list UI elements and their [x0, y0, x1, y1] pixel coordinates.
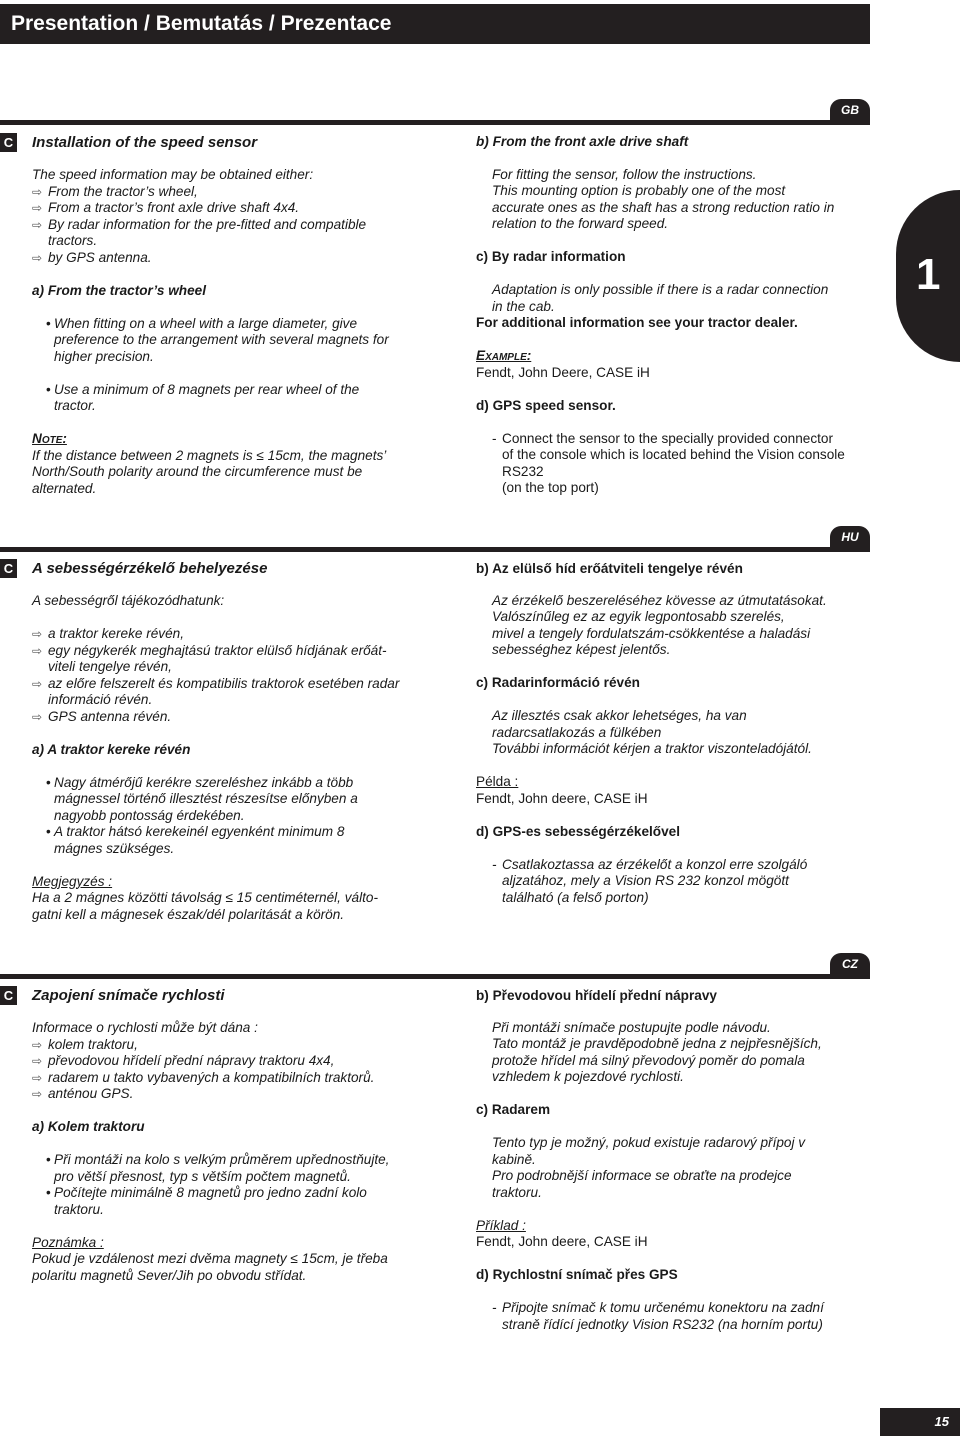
gb-source-item: ⇨ From a tractor’s front axle drive shaft 4x4.: [32, 200, 300, 215]
cz-c-line: Pro podrobnější informace se obraťte na prodejce: [492, 1168, 792, 1183]
hu-d-title: d) GPS-es sebességérzékelővel: [476, 823, 681, 839]
cz-b-title: b) Převodovou hřídelí přední nápravy: [476, 988, 717, 1003]
cz-left-column: [32, 986, 462, 1284]
gb-example-text: Fendt, John Deere, CASE iH: [476, 364, 650, 380]
hu-b-line: mivel a tengely fordulatszám-csökkentése a haladási: [492, 625, 811, 641]
gb-intro: The speed information may be obtained either:: [32, 167, 314, 182]
page-header: [0, 4, 870, 44]
hu-example-text: Fendt, John deere, CASE iH: [476, 790, 648, 806]
gb-d-title: d) GPS speed sensor.: [476, 397, 616, 413]
cz-c-line: traktoru.: [492, 1184, 542, 1200]
gb-d-line: (on the top port): [502, 480, 599, 495]
hu-bullet: • Nagy átmérőjű kerékre szereléshez inkább a több: [46, 774, 354, 790]
gb-b-line: For fitting the sensor, follow the instructions.: [492, 166, 757, 182]
gb-bullet: • When fitting on a wheel with a large diameter, give: [46, 315, 358, 331]
arrow-right-icon: ⇨: [32, 1054, 43, 1068]
hu-bullet: • A traktor hátsó kerekeinél egyenként minimum 8: [46, 824, 345, 839]
cz-example-label: Příklad :: [476, 1217, 526, 1233]
chapter-number: 1: [916, 250, 941, 299]
hu-bullet-line: nagyobb pontosság érdekében.: [54, 807, 245, 823]
chapter-tab: [896, 190, 960, 362]
cz-source-item: ⇨ anténou GPS.: [32, 1086, 134, 1101]
page-title: Presentation / Bemutatás / Prezentace: [11, 12, 392, 35]
page-number-box: [880, 1408, 960, 1436]
section-mark-cz: C: [0, 986, 17, 1005]
gb-c-line: Adaptation is only possible if there is a radar connection: [492, 282, 829, 297]
hu-example-label: Példa :: [476, 774, 519, 789]
cz-note-label: Poznámka :: [32, 1234, 104, 1250]
hu-b-title: b) Az elülső híd erőátviteli tengelye révén: [476, 561, 743, 576]
lang-tab-cz: CZ: [830, 953, 870, 975]
arrow-right-icon: ⇨: [32, 1087, 43, 1101]
arrow-right-icon: ⇨: [32, 676, 43, 691]
hu-note-line: gatni kell a mágnesek észak/dél polaritását a körön.: [32, 906, 345, 922]
gb-source-continued: tractors.: [48, 233, 98, 248]
gb-source-item: ⇨ From the tractor’s wheel,: [32, 183, 198, 199]
gb-title: Installation of the speed sensor: [32, 134, 258, 151]
gb-c-line: in the cab.: [492, 298, 555, 314]
arrow-right-icon: ⇨: [32, 709, 43, 724]
gb-bullet-line: higher precision.: [54, 348, 154, 364]
cz-right-column: [476, 986, 876, 1333]
hu-left-column: [32, 559, 462, 923]
cz-b-line: Tato montáž je pravděpodobně jedna z nejpřesnějších,: [492, 1036, 822, 1051]
section-mark-hu: C: [0, 559, 17, 578]
section-rule-hu: [0, 547, 870, 552]
gb-source-item: ⇨ by GPS antenna.: [32, 249, 152, 265]
hu-d-item: - Csatlakoztassa az érzékelőt a konzol erre szolgáló: [492, 856, 808, 872]
hu-b-line: Az érzékelő beszereléséhez kövesse az útmutatásokat.: [492, 592, 827, 608]
gb-note-line: alternated.: [32, 480, 97, 496]
gb-d-line: RS232: [502, 463, 544, 479]
gb-note-line: If the distance between 2 magnets is ≤ 15cm, the magnets’: [32, 447, 387, 463]
cz-b-line: protože hřídel má silný převodový poměr do pomala: [492, 1052, 805, 1068]
hu-source-item: ⇨ GPS antenna révén.: [32, 708, 172, 724]
gb-example-label: Example:: [476, 348, 532, 363]
section-rule-cz: [0, 974, 870, 979]
cz-note-line: Pokud je vzdálenost mezi dvěma magnety ≤ 15cm, je třeba: [32, 1251, 388, 1266]
cz-c-line: kabině.: [492, 1151, 536, 1167]
gb-bullet-line: preference to the arrangement with several magnets for: [54, 332, 389, 347]
gb-left-column: [32, 133, 452, 497]
gb-bullet-line: tractor.: [54, 398, 96, 413]
lang-tab-gb: GB: [830, 99, 870, 121]
cz-note-line: polaritu magnetů Sever/Jih po obvodu střídat.: [32, 1267, 307, 1283]
cz-c-title: c) Radarem: [476, 1102, 551, 1117]
hu-d-line: aljzatához, mely a Vision RS 232 konzol mögött: [502, 873, 789, 888]
hu-c-line: További információt kérjen a traktor viszonteladójától.: [492, 741, 812, 756]
cz-bullet-line: pro větší přesnost, typ s větším počtem magnetů.: [54, 1168, 351, 1184]
cz-bullet-line: traktoru.: [54, 1201, 104, 1217]
gb-d-line: of the console which is located behind the Vision console: [502, 447, 845, 462]
cz-example-text: Fendt, John deere, CASE iH: [476, 1234, 648, 1249]
hu-b-line: sebességhez képest jelentős.: [492, 642, 671, 657]
section-mark-gb: C: [0, 133, 17, 152]
hu-intro: A sebességről tájékozódhatunk:: [32, 593, 225, 608]
gb-c-title: c) By radar information: [476, 249, 626, 264]
hu-title: A sebességérzékelő behelyezése: [32, 560, 268, 577]
cz-source-item: ⇨ převodovou hřídelí přední nápravy traktoru 4x4,: [32, 1053, 335, 1068]
gb-a-title: a) From the tractor’s wheel: [32, 282, 206, 298]
hu-source-continued: viteli tengelye révén,: [48, 659, 172, 674]
cz-b-line: vzhledem k pojezdové rychlosti.: [492, 1069, 684, 1084]
arrow-right-icon: ⇨: [32, 201, 43, 215]
gb-b-title: b) From the front axle drive shaft: [476, 134, 689, 149]
cz-d-line: straně řídící jednotky Vision RS232 (na horním portu): [502, 1316, 823, 1332]
hu-c-line: Az illesztés csak akkor lehetséges, ha van: [492, 708, 747, 723]
cz-source-item: ⇨ radarem u takto vybavených a kompatibilních traktorů.: [32, 1069, 375, 1085]
gb-bullet: • Use a minimum of 8 magnets per rear wheel of the: [46, 381, 360, 397]
gb-b-line: accurate ones as the shaft has a strong reduction ratio in: [492, 199, 835, 215]
hu-source-item: ⇨ egy négykerék meghajtású traktor elülső hídjának erőát-: [32, 642, 387, 658]
gb-c-bold: For additional information see your tractor dealer.: [476, 315, 798, 330]
gb-d-item: - Connect the sensor to the specially provided connector: [492, 430, 833, 446]
gb-note-line: North/South polarity around the circumference must be: [32, 464, 363, 479]
hu-right-column: [476, 559, 876, 906]
arrow-right-icon: ⇨: [32, 250, 43, 265]
arrow-right-icon: ⇨: [32, 1037, 43, 1052]
section-rule-gb: [0, 120, 870, 125]
hu-c-line: radarcsatlakozás a fülkében: [492, 724, 662, 740]
cz-d-item: - Připojte snímač k tomu určenému konektoru na zadní: [492, 1300, 824, 1315]
gb-right-column: [476, 133, 876, 497]
lang-tab-hu: HU: [830, 526, 870, 548]
hu-bullet-line: mágnessel történő illesztést részesítse előnyben a: [54, 791, 358, 806]
cz-a-title: a) Kolem traktoru: [32, 1119, 145, 1134]
gb-b-line: relation to the forward speed.: [492, 216, 669, 231]
hu-source-item: ⇨ a traktor kereke révén,: [32, 626, 184, 641]
hu-c-title: c) Radarinformáció révén: [476, 675, 640, 690]
hu-source-continued: információ révén.: [48, 692, 153, 707]
cz-c-line: Tento typ je možný, pokud existuje radarový přípoj v: [492, 1135, 806, 1150]
hu-note-line: Ha a 2 mágnes közötti távolság ≤ 15 centiméternél, válto-: [32, 890, 378, 905]
arrow-right-icon: ⇨: [32, 1070, 43, 1085]
cz-bullet: • Počítejte minimálně 8 magnetů pro jedno zadní kolo: [46, 1185, 367, 1200]
gb-note-label: Note:: [32, 431, 67, 446]
gb-source-item: ⇨ By radar information for the pre-fitted and compatible: [32, 216, 367, 232]
hu-b-line: Valószínűleg ez az egyik legpontosabb szerelés,: [492, 609, 785, 624]
hu-source-item: ⇨ az előre felszerelt és kompatibilis traktorok esetében radar: [32, 675, 400, 691]
cz-d-title: d) Rychlostní snímač přes GPS: [476, 1267, 678, 1282]
hu-bullet-line: mágnes szükséges.: [54, 840, 175, 856]
gb-b-line: This mounting option is probably one of the most: [492, 183, 786, 198]
arrow-right-icon: ⇨: [32, 627, 43, 641]
cz-source-item: ⇨ kolem traktoru,: [32, 1036, 138, 1052]
arrow-right-icon: ⇨: [32, 217, 43, 232]
hu-d-line: található (a felső porton): [502, 889, 649, 905]
hu-note-label: Megjegyzés :: [32, 873, 113, 889]
arrow-right-icon: ⇨: [32, 643, 43, 658]
cz-bullet: • Při montáži na kolo s velkým průměrem upřednostňujte,: [46, 1152, 390, 1167]
cz-intro: Informace o rychlosti může být dána :: [32, 1020, 258, 1035]
hu-a-title: a) A traktor kereke révén: [32, 741, 191, 757]
arrow-right-icon: ⇨: [32, 184, 43, 199]
cz-b-line: Při montáži snímače postupujte podle návodu.: [492, 1019, 771, 1035]
page-number: 15: [934, 1414, 949, 1429]
cz-title: Zapojení snímače rychlosti: [32, 987, 225, 1004]
